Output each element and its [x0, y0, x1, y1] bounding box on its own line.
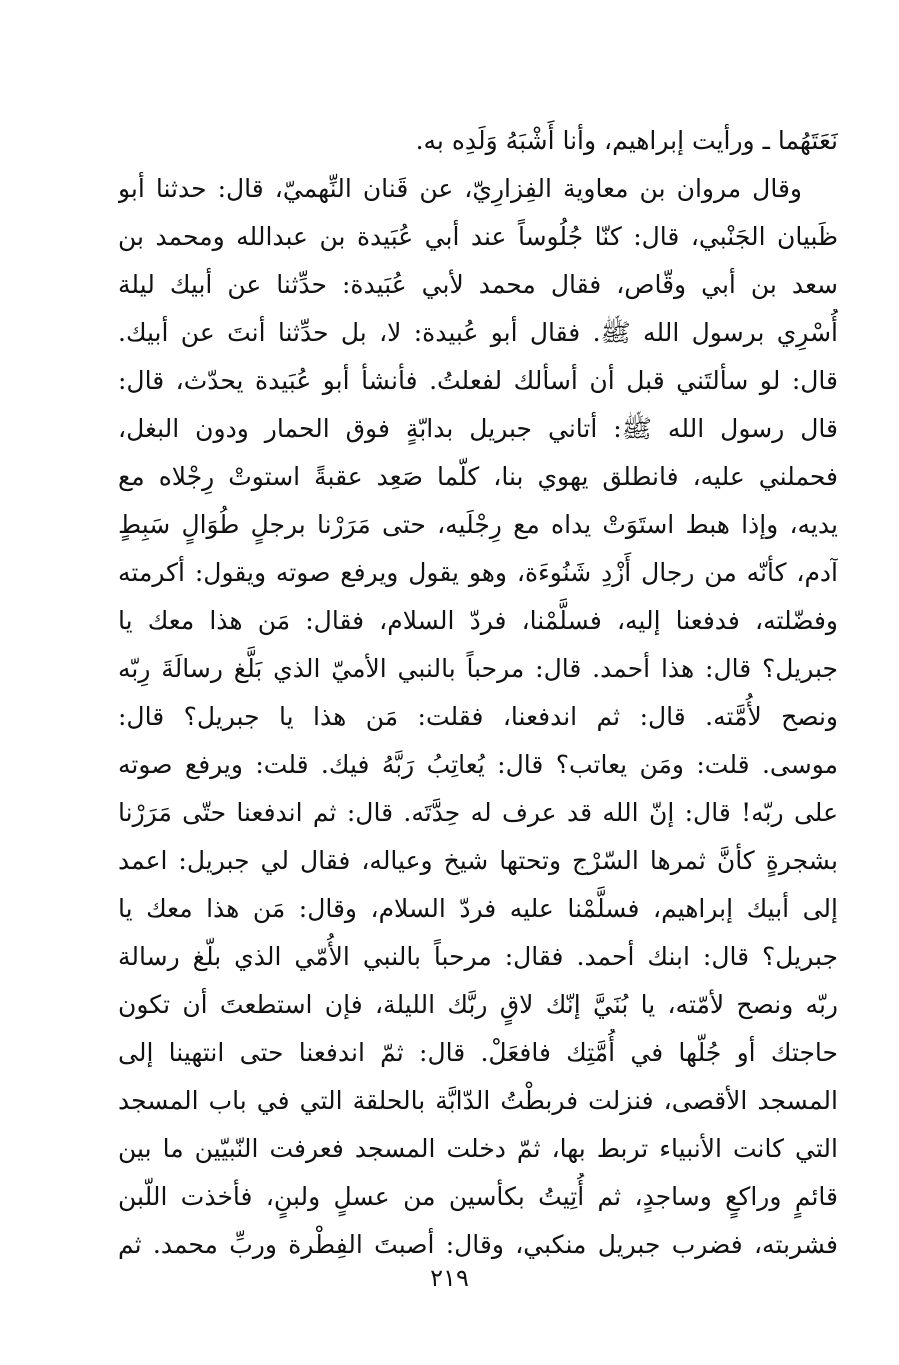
text-line: التي كانت الأنبياء تربط بها، ثمّ دخلت المسجد فعرفت النّبيّين ما بين: [118, 1134, 838, 1163]
text-line: وفضّلته، فدفعنا إليه، فسلَّمْنا، فردّ السلام، فقال: مَن هذا معك يا: [118, 606, 838, 635]
page-number: ٢١٩: [430, 1264, 469, 1292]
text-line: نَعَتَهُما ـ ورأيت إبراهيم، وأنا أَشْبَهُ وَلَدِه به.: [415, 126, 838, 155]
text-line: جبريل؟ قال: ابنك أحمد. فقال: مرحباً بالنبي الأُمّي الذي بلّغ رسالة: [118, 942, 838, 971]
text-line: آدم، كأنّه من رجال أَزْدِ شَنُوءَة، وهو يقول ويرفع صوته ويقول: أكرمته: [118, 558, 838, 587]
text-line: جبريل؟ قال: هذا أحمد. قال: مرحباً بالنبي الأميّ الذي بَلَّغ رسالَةَ رِبّه: [118, 654, 838, 683]
text-line: قائمٍ وراكعٍ وساجدٍ، ثم أُتِيتُ بكأسين من عسلٍ ولبنٍ، فأخذت اللّبن: [118, 1182, 838, 1211]
text-line: ظَبيان الجَنْبي، قال: كنّا جُلُوساً عند أبي عُبَيدة بن عبدالله ومحمد بن: [118, 222, 838, 251]
text-line: بشجرةٍ كأنَّ ثمرها السّرْج وتحتها شيخ وعياله، فقال لي جبريل: اعمد: [118, 846, 838, 875]
text-line: يديه، وإذا هبط استَوَتْ يداه مع رِجْلَيه، حتى مَرَرْنا برجلٍ طُوَالٍ سَبِطٍ: [118, 510, 838, 539]
text-line: قال رسول الله ﷺ: أتاني جبريل بدابّةٍ فوق الحمار ودون البغل،: [118, 414, 838, 443]
text-line: سعد بن أبي وقّاص، فقال محمد لأبي عُبَيدة: حدِّثنا عن أبيك ليلة: [118, 270, 838, 299]
body-text: [118, 117, 838, 1269]
text-line: فشربته، فضرب جبريل منكبي، وقال: أصبتَ الفِطْرة وربِّ محمد. ثم: [118, 1230, 838, 1259]
text-line: ونصح لأُمَّته. قال: ثم اندفعنا، فقلت: مَن هذا يا جبريل؟ قال:: [118, 702, 838, 731]
text-line: ربّه ونصح لأمّته، يا بُنَيَّ إنّك لاقٍ ربَّك الليلة، فإن استطعتَ أن تكون: [118, 990, 838, 1019]
text-line: على ربّه! قال: إنّ الله قد عرف له حِدَّتَه. قال: ثم اندفعنا حتّى مَرَرْنا: [118, 798, 838, 827]
text-line: حاجتك أو جُلّها في أُمَّتِك فافعَلْ. قال: ثمّ اندفعنا حتى انتهينا إلى: [118, 1038, 838, 1067]
text-line: فحملني عليه، فانطلق يهوي بنا، كلّما صَعِد عقبةً استوتْ رِجْلاه مع: [118, 462, 838, 491]
text-line: موسى. قلت: ومَن يعاتب؟ قال: يُعاتِبُ رَبَّهُ فيك. قلت: ويرفع صوته: [118, 750, 838, 779]
text-line: أُسْرِي برسول الله ﷺ. فقال أبو عُبيدة: لا، بل حدِّثنا أنتَ عن أبيك.: [118, 318, 838, 347]
text-line: وقال مروان بن معاوية الفِزارِيّ، عن قَنان النِّهميّ، قال: حدثنا أبو: [118, 174, 802, 203]
text-line: إلى أبيك إبراهيم، فسلَّمْنا عليه فردّ السلام، وقال: مَن هذا معك يا: [118, 894, 838, 923]
text-line: المسجد الأقصى، فنزلت فربطْتُ الدّابَّة بالحلقة التي في باب المسجد: [118, 1086, 838, 1115]
text-line: قال: لو سألتَني قبل أن أسألك لفعلتُ. فأنشأ أبو عُبَيدة يحدّث، قال:: [118, 366, 838, 395]
